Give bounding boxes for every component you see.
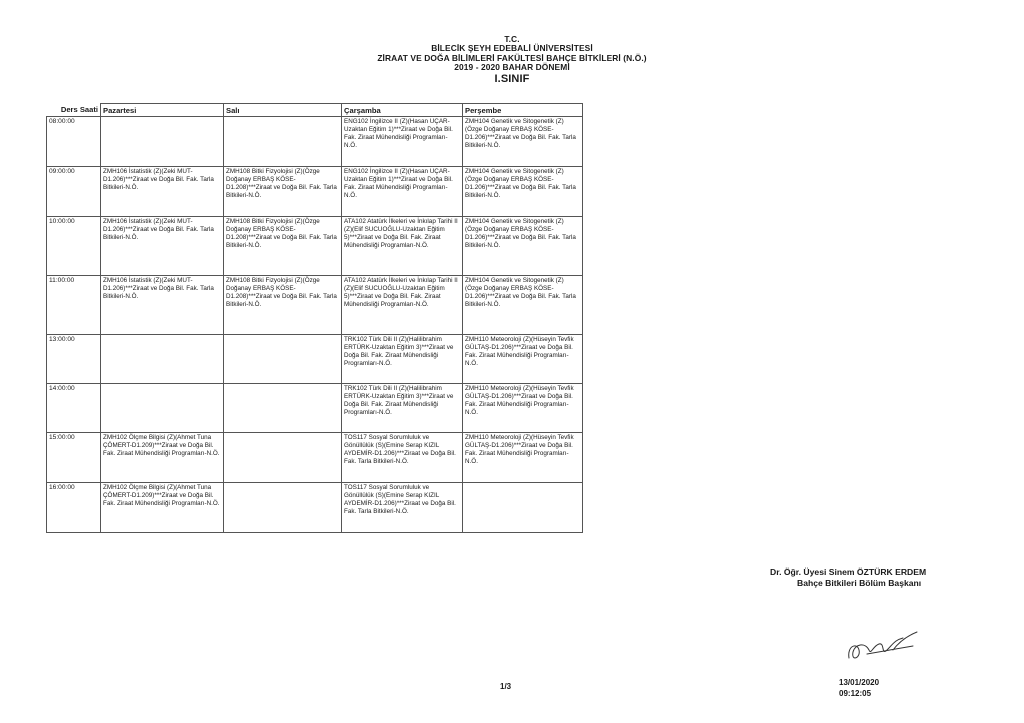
table-row xyxy=(47,167,583,217)
time-cell: 08:00:00 xyxy=(47,117,101,167)
wednesday-cell: TRK102 Türk Dili II (Z)(Halilibrahim ERTÜRK-Uzaktan Eğitim 3)***Ziraat ve Doğa Bil. Fak. Ziraat Mühendisliği Programları-N.Ö. xyxy=(342,335,463,384)
schedule-table xyxy=(46,103,583,533)
column-header-tuesday: Salı xyxy=(224,104,342,117)
signatory-block xyxy=(770,567,926,589)
tuesday-cell xyxy=(224,433,342,483)
signatory-name: Dr. Öğr. Üyesi Sinem ÖZTÜRK ERDEM xyxy=(770,567,927,577)
monday-cell: ZMH102 Ölçme Bilgisi (Z)(Ahmet Tuna ÇÖMERT-D1.209)***Ziraat ve Doğa Bil. Fak. Ziraat Mühendisliği Programları-N.Ö. xyxy=(101,433,224,483)
column-header-monday: Pazartesi xyxy=(101,104,224,117)
tuesday-cell: ZMH108 Bitki Fizyolojisi (Z)(Özge Doğanay ERBAŞ KÖSE-D1.208)***Ziraat ve Doğa Bil. Fak. Tarla Bitkileri-N.Ö. xyxy=(224,276,342,335)
wednesday-cell: TOS117 Sosyal Sorumluluk ve Gönüllülük (S)(Emine Serap KIZIL AYDEMİR-D1.206)***Ziraat ve Doğa Bil. Fak. Tarla Bitkileri-N.Ö. xyxy=(342,483,463,533)
print-date-block xyxy=(839,677,879,696)
time-cell: 13:00:00 xyxy=(47,335,101,384)
monday-cell xyxy=(101,384,224,433)
tuesday-cell xyxy=(224,384,342,433)
tuesday-cell: ZMH108 Bitki Fizyolojisi (Z)(Özge Doğanay ERBAŞ KÖSE-D1.208)***Ziraat ve Doğa Bil. Fak. Tarla Bitkileri-N.Ö. xyxy=(224,167,342,217)
table-row xyxy=(47,117,583,167)
column-header-wednesday: Çarşamba xyxy=(342,104,463,117)
header-tc: T.C. xyxy=(504,34,520,44)
print-date: 13/01/2020 xyxy=(839,678,880,687)
header-faculty: ZİRAAT VE DOĞA BİLİMLERİ FAKÜLTESİ BAHÇE BİTKİLERİ (N.Ö.) xyxy=(377,52,647,63)
table-row xyxy=(47,217,583,276)
tuesday-cell xyxy=(224,335,342,384)
thursday-cell: ZMH104 Genetik ve Sitogenetik (Z)(Özge Doğanay ERBAŞ KÖSE-D1.206)***Ziraat ve Doğa Bil. Fak. Tarla Bitkileri-N.Ö. xyxy=(463,276,583,335)
time-cell: 11:00:00 xyxy=(47,276,101,335)
thursday-cell: ZMH110 Meteoroloji (Z)(Hüseyin Tevfik GÜLTAŞ-D1.206)***Ziraat ve Doğa Bil. Fak. Ziraat Mühendisliği Programları-N.Ö. xyxy=(463,384,583,433)
time-cell: 14:00:00 xyxy=(47,384,101,433)
time-cell: 09:00:00 xyxy=(47,167,101,217)
page-number: 1/3 xyxy=(500,682,512,691)
thursday-cell xyxy=(463,483,583,533)
table-row xyxy=(47,384,583,433)
header-university: BİLECİK ŞEYH EDEBALİ ÜNİVERSİTESİ xyxy=(431,43,593,54)
table-header-row xyxy=(47,104,583,117)
tuesday-cell xyxy=(224,117,342,167)
tuesday-cell xyxy=(224,483,342,533)
monday-cell xyxy=(101,335,224,384)
table-row xyxy=(47,483,583,533)
thursday-cell: ZMH104 Genetik ve Sitogenetik (Z)(Özge Doğanay ERBAŞ KÖSE-D1.206)***Ziraat ve Doğa Bil. Fak. Tarla Bitkileri-N.Ö. xyxy=(463,167,583,217)
monday-cell: ZMH106 İstatistik (Z)(Zeki MUT-D1.206)***Ziraat ve Doğa Bil. Fak. Tarla Bitkileri-N.Ö. xyxy=(101,217,224,276)
signatory-title: Bahçe Bitkileri Bölüm Başkanı xyxy=(797,578,922,588)
table-row xyxy=(47,276,583,335)
table-row xyxy=(47,335,583,384)
header-term: 2019 - 2020 BAHAR DÖNEMİ xyxy=(454,62,570,73)
thursday-cell: ZMH104 Genetik ve Sitogenetik (Z)(Özge Doğanay ERBAŞ KÖSE-D1.206)***Ziraat ve Doğa Bil. Fak. Tarla Bitkileri-N.Ö. xyxy=(463,217,583,276)
print-time: 09:12:05 xyxy=(839,689,872,696)
monday-cell: ZMH106 İstatistik (Z)(Zeki MUT-D1.206)***Ziraat ve Doğa Bil. Fak. Tarla Bitkileri-N.Ö. xyxy=(101,167,224,217)
tuesday-cell: ZMH108 Bitki Fizyolojisi (Z)(Özge Doğanay ERBAŞ KÖSE-D1.208)***Ziraat ve Doğa Bil. Fak. Tarla Bitkileri-N.Ö. xyxy=(224,217,342,276)
thursday-cell: ZMH104 Genetik ve Sitogenetik (Z)(Özge Doğanay ERBAŞ KÖSE-D1.206)***Ziraat ve Doğa Bil. Fak. Tarla Bitkileri-N.Ö. xyxy=(463,117,583,167)
table-row xyxy=(47,433,583,483)
document-header xyxy=(0,0,1024,86)
time-cell: 16:00:00 xyxy=(47,483,101,533)
wednesday-cell: ATA102 Atatürk İlkeleri ve İnkılap Tarihi II (Z)(Elif SUCUOĞLU-Uzaktan Eğitim 5)***Ziraat ve Doğa Bil. Fak. Ziraat Mühendisliği Programları-N.Ö. xyxy=(342,276,463,335)
wednesday-cell: TOS117 Sosyal Sorumluluk ve Gönüllülük (S)(Emine Serap KIZIL AYDEMİR-D1.206)***Ziraat ve Doğa Bil. Fak. Tarla Bitkileri-N.Ö. xyxy=(342,433,463,483)
wednesday-cell: ATA102 Atatürk İlkeleri ve İnkılap Tarihi II (Z)(Elif SUCUOĞLU-Uzaktan Eğitim 5)***Ziraat ve Doğa Bil. Fak. Ziraat Mühendisliği Programları-N.Ö. xyxy=(342,217,463,276)
column-header-thursday: Perşembe xyxy=(463,104,583,117)
header-class: I.SINIF xyxy=(494,72,530,85)
thursday-cell: ZMH110 Meteoroloji (Z)(Hüseyin Tevfik GÜLTAŞ-D1.206)***Ziraat ve Doğa Bil. Fak. Ziraat Mühendisliği Programları-N.Ö. xyxy=(463,335,583,384)
monday-cell xyxy=(101,117,224,167)
monday-cell: ZMH106 İstatistik (Z)(Zeki MUT-D1.206)***Ziraat ve Doğa Bil. Fak. Tarla Bitkileri-N.Ö. xyxy=(101,276,224,335)
wednesday-cell: ENG102 İngilizce II (Z)(Hasan UÇAR-Uzaktan Eğitim 1)***Ziraat ve Doğa Bil. Fak. Ziraat Mühendisliği Programları-N.Ö. xyxy=(342,117,463,167)
wednesday-cell: TRK102 Türk Dili II (Z)(Halilibrahim ERTÜRK-Uzaktan Eğitim 3)***Ziraat ve Doğa Bil. Fak. Ziraat Mühendisliği Programları-N.Ö. xyxy=(342,384,463,433)
time-cell: 15:00:00 xyxy=(47,433,101,483)
column-header-time: Ders Saati xyxy=(47,104,101,117)
handwritten-signature-icon xyxy=(843,628,923,673)
thursday-cell: ZMH110 Meteoroloji (Z)(Hüseyin Tevfik GÜLTAŞ-D1.206)***Ziraat ve Doğa Bil. Fak. Ziraat Mühendisliği Programları-N.Ö. xyxy=(463,433,583,483)
wednesday-cell: ENG102 İngilizce II (Z)(Hasan UÇAR-Uzaktan Eğitim 1)***Ziraat ve Doğa Bil. Fak. Ziraat Mühendisliği Programları-N.Ö. xyxy=(342,167,463,217)
monday-cell: ZMH102 Ölçme Bilgisi (Z)(Ahmet Tuna ÇÖMERT-D1.209)***Ziraat ve Doğa Bil. Fak. Ziraat Mühendisliği Programları-N.Ö. xyxy=(101,483,224,533)
time-cell: 10:00:00 xyxy=(47,217,101,276)
